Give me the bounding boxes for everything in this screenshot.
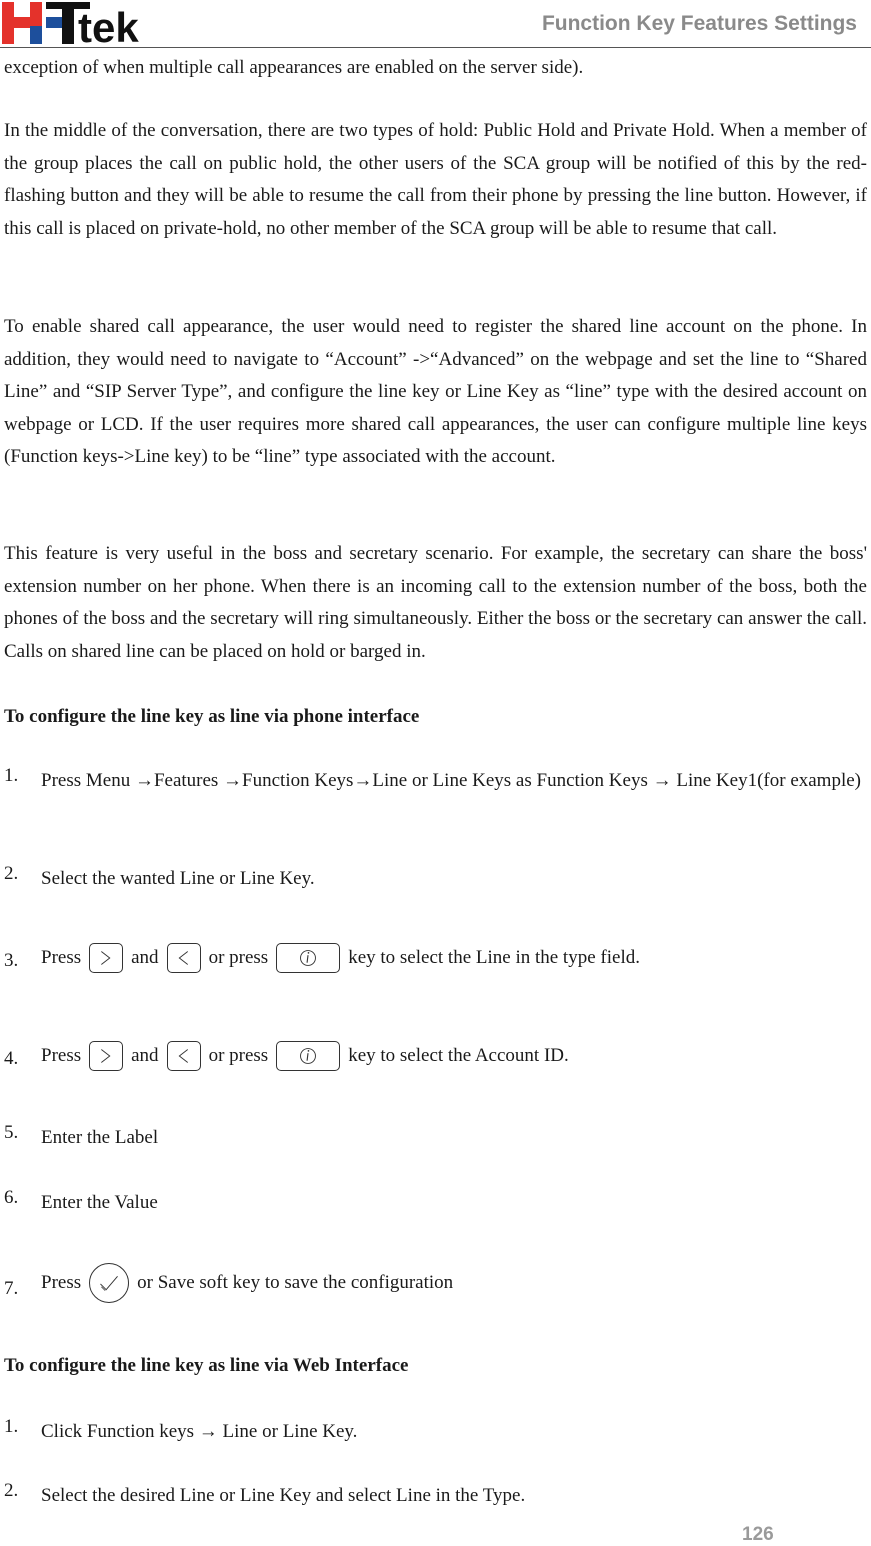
header-divider bbox=[0, 47, 871, 48]
step-number: 1. bbox=[4, 1416, 19, 1437]
step-text: Select the wanted Line or Line Key. bbox=[41, 868, 315, 889]
htek-logo bbox=[2, 2, 192, 44]
step-text: Press and or press key to select the Account ID. bbox=[41, 1034, 867, 1078]
step-text: Press and or press key to select the Line in the type field. bbox=[41, 936, 867, 980]
info-key-icon bbox=[276, 943, 340, 973]
step-number: 5. bbox=[4, 1122, 19, 1143]
step-text: Press Menu →Features →Function Keys→Line or Line Keys as Function Keys → Line Key1(for example) bbox=[41, 770, 861, 791]
page-number: 126 bbox=[742, 1524, 774, 1545]
paragraph-hold-types: In the middle of the conversation, there are two types of hold: Public Hold and Private Hold. When a member of the group places the call on public hold, the other users of the SCA group will be notified of this by the red-flashing button and they will be able to resume the call from their phone by pressing the line button. However, if this call is placed on private-hold, no other member of the SCA group will be able to resume that call. bbox=[4, 120, 867, 239]
step-text: Click Function keys → Line or Line Key. bbox=[41, 1421, 358, 1442]
right-arrow-key-icon bbox=[89, 1041, 123, 1071]
paragraph-continuation: exception of when multiple call appearances are enabled on the server side). bbox=[4, 57, 584, 78]
paragraph-boss-secretary: This feature is very useful in the boss and secretary scenario. For example, the secretary can share the boss' extension number on her phone. When there is an incoming call to the extension number of the boss, both the phones of the boss and the secretary will ring simultaneously. Either the boss or the secretary can answer the call. Calls on shared line can be placed on hold or barged in. bbox=[4, 543, 867, 662]
step-number: 7. bbox=[4, 1278, 19, 1299]
step-text: Enter the Value bbox=[41, 1192, 158, 1213]
phone-section-heading: To configure the line key as line via phone interface bbox=[4, 706, 420, 727]
step-text: Select the desired Line or Line Key and select Line in the Type. bbox=[41, 1485, 526, 1506]
left-arrow-key-icon bbox=[167, 1041, 201, 1071]
step-text: Enter the Label bbox=[41, 1127, 159, 1148]
ok-check-key-icon bbox=[89, 1263, 129, 1303]
web-section-heading: To configure the line key as line via Web Interface bbox=[4, 1355, 409, 1376]
step-number: 4. bbox=[4, 1048, 19, 1069]
step-number: 2. bbox=[4, 863, 19, 884]
step-number: 3. bbox=[4, 950, 19, 971]
step-number: 2. bbox=[4, 1480, 19, 1501]
step-number: 1. bbox=[4, 765, 19, 786]
page-header bbox=[0, 0, 871, 48]
step-number: 6. bbox=[4, 1187, 19, 1208]
svg-text:tek: tek bbox=[78, 4, 139, 44]
paragraph-enable-sca: To enable shared call appearance, the user would need to register the shared line account on the phone. In addition, they would need to navigate to “Account” ->“Advanced” on the webpage and set the line to “Shared Line” and “SIP Server Type”, and configure the line key or Line Key as “line” type with the desired account on webpage or LCD. If the user requires more shared call appearances, the user can configure multiple line keys (Function keys->Line key) to be “line” type associated with the account. bbox=[4, 316, 867, 467]
document-section-title: Function Key Features Settings bbox=[541, 12, 857, 35]
step-text: Press or Save soft key to save the configuration bbox=[41, 1259, 867, 1307]
info-key-icon bbox=[276, 1041, 340, 1071]
right-arrow-key-icon bbox=[89, 943, 123, 973]
left-arrow-key-icon bbox=[167, 943, 201, 973]
